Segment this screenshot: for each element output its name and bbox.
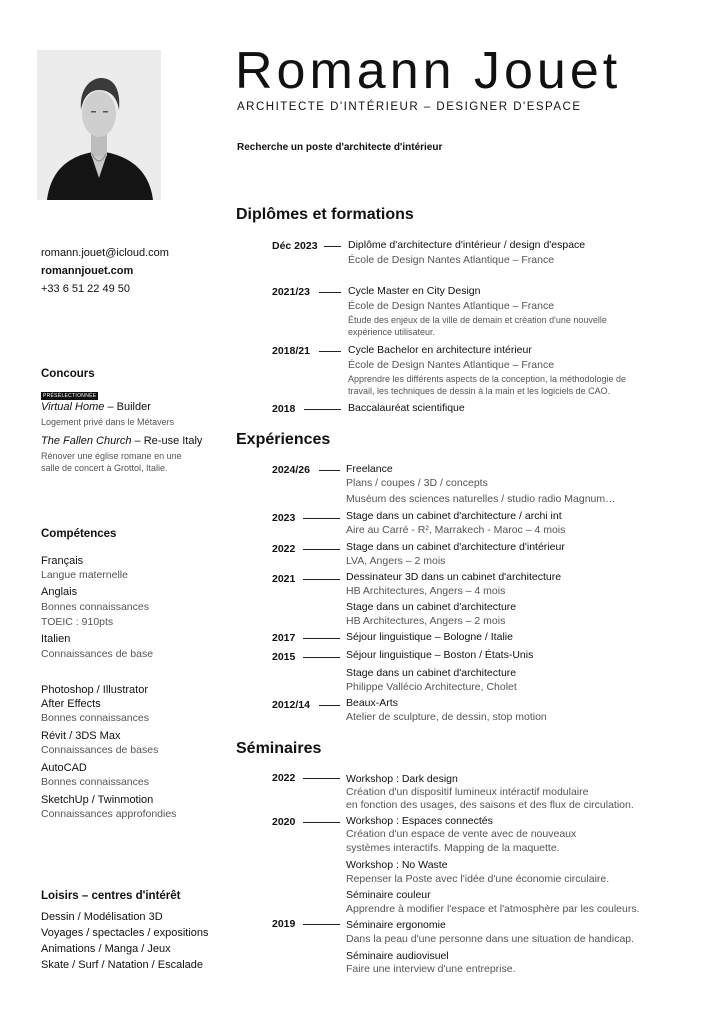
concours-item-2-role: – Re-use Italy (131, 435, 203, 447)
concours-item-1-desc: Logement privé dans le Métavers (41, 417, 175, 427)
timeline-line (303, 549, 340, 550)
software-autocad-level: Bonnes connaissances (41, 776, 149, 788)
timeline-line (319, 705, 340, 706)
seminaire-4-desc-1: Apprendre à modifier l'espace et l'atmosphère par les couleurs. (346, 903, 640, 915)
seminaire-3-desc-1: Repenser la Poste avec l'idée d'une économie circulaire. (346, 873, 610, 885)
diplome-2-date: 2021/23 (272, 286, 310, 298)
software-after-effects-level: Bonnes connaissances (41, 712, 149, 724)
diplome-1-title: Diplôme d'architecture d'intérieur / design d'espace (348, 239, 586, 251)
hobby-1: Dessin / Modélisation 3D (41, 911, 163, 923)
software-revit: Révit / 3DS Max (41, 730, 121, 742)
seminaire-2-desc-1: Création d'un espace de vente avec de nouveaux (346, 828, 577, 840)
diplome-3-desc-1: Apprendre les différents aspects de la conception, la méthodologie de (348, 374, 627, 384)
timeline-line (303, 657, 340, 658)
software-revit-level: Connaissances de bases (41, 744, 159, 756)
seminaire-5-date: 2019 (272, 918, 296, 930)
diplome-3-school: École de Design Nantes Atlantique – France (348, 359, 555, 371)
seminaire-1-date: 2022 (272, 772, 296, 784)
preselection-badge: PRÉSÉLECTIONNÉE (43, 393, 97, 399)
experience-4-title: Dessinateur 3D dans un cabinet d'architecture (346, 571, 562, 583)
diplome-2-desc-2: expérience utilisateur. (348, 327, 436, 337)
timeline-line (324, 246, 341, 247)
experience-6-title: Séjour linguistique – Bologne / Italie (346, 631, 513, 643)
diplome-1-date: Déc 2023 (272, 240, 318, 252)
software-autocad: AutoCAD (41, 762, 87, 774)
experience-6-date: 2017 (272, 632, 296, 644)
portrait-image (37, 50, 161, 200)
experience-8-title: Stage dans un cabinet d'architecture (346, 667, 517, 679)
diplome-2-desc-1: Étude des enjeux de la ville de demain et création d'une nouvelle (348, 315, 607, 325)
experience-1-date: 2024/26 (272, 464, 310, 476)
experience-5-detail-1: HB Architectures, Angers – 2 mois (346, 615, 506, 627)
experience-9-date: 2012/14 (272, 699, 310, 711)
competences-heading: Compétences (41, 528, 117, 540)
experience-8-detail-1: Philippe Vallécio Architecture, Cholet (346, 681, 517, 693)
experience-9-title: Beaux-Arts (346, 697, 398, 709)
experience-9-detail-1: Atelier de sculpture, de dessin, stop motion (346, 711, 547, 723)
hobby-3: Animations / Manga / Jeux (41, 943, 171, 955)
profile-photo (37, 50, 161, 200)
concours-item-1 (41, 400, 151, 415)
seminaire-2-date: 2020 (272, 816, 296, 828)
concours-item-2-desc-1: Rénover une église romane en une (41, 451, 182, 461)
software-sketchup-level: Connaissances approfondies (41, 808, 177, 820)
experience-2-title: Stage dans un cabinet d'architecture / archi int (346, 510, 562, 522)
skill-french: Français (41, 555, 84, 567)
timeline-line (303, 822, 340, 823)
seminaire-3-title: Workshop : No Waste (346, 859, 448, 871)
experience-7-title: Séjour linguistique – Boston / États-Unis (346, 649, 534, 661)
experience-4-date: 2021 (272, 573, 296, 585)
diplome-4-date: 2018 (272, 403, 296, 415)
experience-1-detail-2: Muséum des sciences naturelles / studio radio Magnum… (346, 493, 616, 505)
timeline-line (303, 924, 340, 925)
skill-english-toeic: TOEIC : 910pts (41, 616, 114, 628)
seminaire-1-desc-2: en fonction des usages, des saisons et des flux de circulation. (346, 799, 634, 811)
concours-item-1-role: – Builder (104, 401, 151, 413)
experiences-heading: Expériences (236, 431, 331, 448)
skill-english-level: Bonnes connaissances (41, 601, 149, 613)
seminaire-1-desc-1: Création d'un dispositif lumineux intéractif modulaire (346, 786, 589, 798)
seminaire-5-desc-1: Dans la peau d'une personne dans une situation de handicap. (346, 933, 635, 945)
seminaire-6-title: Séminaire audiovisuel (346, 950, 449, 962)
diplome-3-date: 2018/21 (272, 345, 310, 357)
software-after-effects: After Effects (41, 698, 101, 710)
job-title: ARCHITECTE D'INTÉRIEUR – DESIGNER D'ESPACE (237, 101, 582, 113)
experience-1-detail-1: Plans / coupes / 3D / concepts (346, 477, 488, 489)
skill-italian: Italien (41, 633, 71, 645)
seminaire-1-title: Workshop : Dark design (346, 773, 458, 785)
experience-1-title: Freelance (346, 463, 393, 475)
timeline-line (319, 351, 341, 352)
experience-2-detail-1: Aire au Carré - R², Marrakech - Maroc – 4 mois (346, 524, 566, 536)
timeline-line (303, 638, 340, 639)
concours-item-2-title: The Fallen Church (41, 435, 132, 447)
seminaire-2-desc-2: systèmes interactifs. Mapping de la maquette. (346, 842, 560, 854)
objective: Recherche un poste d'architecte d'intérieur (237, 142, 443, 153)
experience-3-date: 2022 (272, 543, 296, 555)
timeline-line (303, 518, 340, 519)
software-sketchup: SketchUp / Twinmotion (41, 794, 154, 806)
timeline-line (304, 409, 341, 410)
timeline-line (319, 470, 340, 471)
skill-italian-level: Connaissances de base (41, 648, 154, 660)
software-photoshop: Photoshop / Illustrator (41, 684, 149, 696)
experience-2-date: 2023 (272, 512, 296, 524)
timeline-line (303, 778, 340, 779)
timeline-line (303, 579, 340, 580)
diplome-2-school: École de Design Nantes Atlantique – France (348, 300, 555, 312)
diplome-4-title: Baccalauréat scientifique (348, 402, 465, 414)
concours-heading: Concours (41, 368, 95, 380)
concours-item-1-title: Virtual Home (41, 401, 105, 413)
diplome-3-title: Cycle Bachelor en architecture intérieur (348, 344, 532, 356)
contact-website[interactable]: romannjouet.com (41, 265, 134, 277)
experience-5-title: Stage dans un cabinet d'architecture (346, 601, 517, 613)
hobby-2: Voyages / spectacles / expositions (41, 927, 209, 939)
seminaire-4-title: Séminaire couleur (346, 889, 431, 901)
seminaires-heading: Séminaires (236, 740, 322, 757)
experience-3-detail-1: LVA, Angers – 2 mois (346, 555, 446, 567)
loisirs-heading: Loisirs – centres d'intérêt (41, 890, 181, 902)
seminaire-6-desc-1: Faire une interview d'une entreprise. (346, 963, 516, 975)
seminaire-2-title: Workshop : Espaces connectés (346, 815, 493, 827)
contact-phone: +33 6 51 22 49 50 (41, 283, 130, 295)
contact-email[interactable]: romann.jouet@icloud.com (41, 247, 169, 259)
candidate-name: Romann Jouet (235, 42, 622, 100)
diplome-3-desc-2: travail, les techniques de dessin à la main et les logiciels de CAO. (348, 386, 611, 396)
concours-item-2-desc-2: salle de concert à Grottol, Italie. (41, 463, 168, 473)
experience-3-title: Stage dans un cabinet d'architecture d'intérieur (346, 541, 565, 553)
seminaire-5-title: Séminaire ergonomie (346, 919, 446, 931)
timeline-line (319, 292, 341, 293)
diplome-1-school: École de Design Nantes Atlantique – France (348, 254, 555, 266)
diplomes-heading: Diplômes et formations (236, 206, 414, 223)
experience-7-date: 2015 (272, 651, 296, 663)
concours-item-2 (41, 434, 202, 449)
experience-4-detail-1: HB Architectures, Angers – 4 mois (346, 585, 506, 597)
diplome-2-title: Cycle Master en City Design (348, 285, 481, 297)
hobby-4: Skate / Surf / Natation / Escalade (41, 959, 204, 971)
skill-french-level: Langue maternelle (41, 569, 128, 581)
skill-english: Anglais (41, 586, 78, 598)
